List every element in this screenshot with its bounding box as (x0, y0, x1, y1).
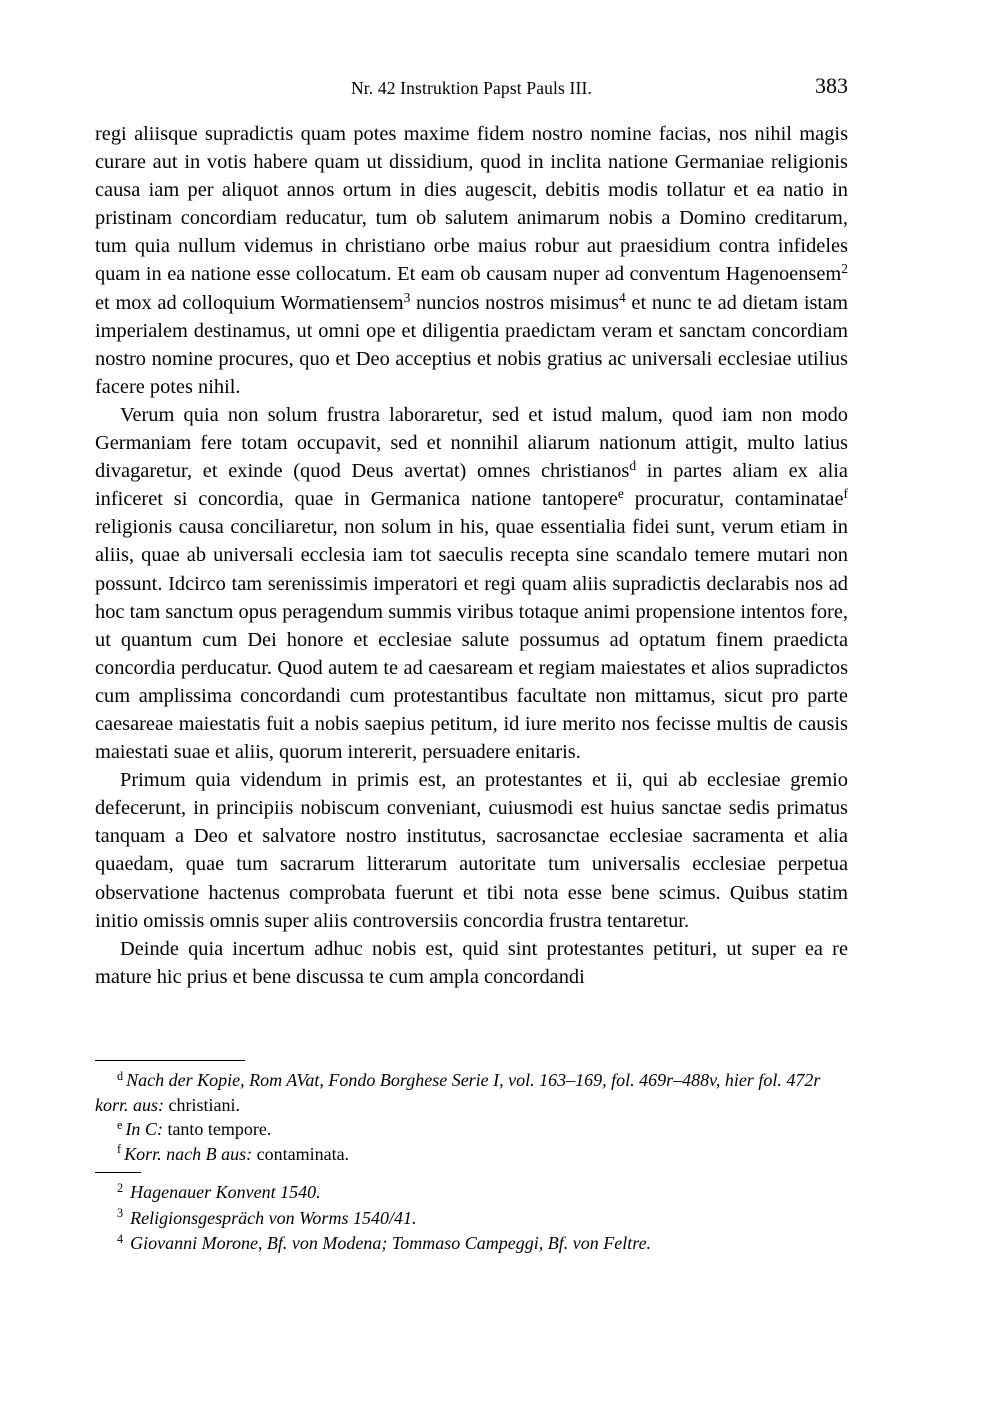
footnote-reference[interactable]: 4 (618, 289, 626, 305)
footnote-text: Giovanni Morone, Bf. von Modena; Tommaso Campeggi, Bf. von Feltre. (130, 1233, 652, 1253)
footnote-rule-numbered (95, 1172, 141, 1173)
paragraph: Verum quia non solum frustra laboraretur, sed et istud malum, quod iam non modo Germaniam fere totam occupavit, sed et nonnihil aliarum nationum attigit, multo latius divagaretur, et exinde (quod Deus avertat) omnes christianos$^d$ in partes aliam ex alia inficeret si concordia, quae in Germanica natione tantopere$^e$ procuratur, contaminatae$^f$ religionis causa conciliaretur, non solum in his, quae essentialia fidei sunt, verum etiam in aliis, quae ab universali ecclesia iam tot saeculis recepta sine scandalo temere mutari non possunt. Idcirco tam serenissimis imperatori et regi quam aliis supradictis declarabis nos ad hoc tam sanctum opus peragendum summis viribus totaque animi propensione intentos fore, ut quantum cum Dei honore et ecclesiae salute possumus ad optatum finem praedicta concordia perducatur. Quod autem te ad caesaream et regiam maiestates et alios supradictos cum amplissima concordandi cum protestantibus facultate non mittamus, sicut pro parte caesareae maiestatis fuit a nobis saepius petitum, id iure merito nos fecisse multis de causis maiestati suae et aliis, quorum intererit, persuadere enitaris. (95, 403, 849, 764)
footnote-marker: e (117, 1117, 123, 1132)
page-number: 383 (815, 73, 848, 98)
footnote-reference[interactable]: d (629, 458, 637, 474)
footnote-source: Nach der Kopie, Rom AVat, Fondo Borghese Serie I, vol. 163–169, fol. 469r–488v, hier fol. 472r korr. aus: (95, 1070, 821, 1115)
body-text (95, 120, 848, 991)
paragraph: regi aliisque supradictis quam potes maxime fidem nostro nomine facias, nos nihil magis curare aut in votis habere quam ut dissidium, quod in inclita natione Germaniae religionis causa iam per aliquot annos ortum in dies augescit, debitis modis tollatur et ea natio in pristinam concordiam reducatur, tum ob salutem animarum nobis a Domino creditarum, tum quia nullum videmus in christiano orbe maius robur aut praesidium contra infideles quam in ea natione esse collocatum. Et eam ob causam nuper ad conventum Hagenoensem$^2$ et mox ad colloquium Wormatiensem$^3$ nuncios nostros misimus$^4$ et nunc te ad dietam istam imperialem destinamus, ut omni ope et diligentia praedictam veram et sanctam concordiam nostro nomine procures, quo et Deo acceptius et nobis gratius ac universali ecclesiae utilius facere potes nihil. (95, 123, 848, 398)
footnote-source: In C: (125, 1119, 163, 1139)
footnote-marker: 3 (117, 1206, 124, 1221)
running-head-title: Nr. 42 Instruktion Papst Pauls III. (350, 78, 592, 98)
footnotes-apparatus (95, 1060, 848, 1166)
footnotes-numbered (95, 1172, 848, 1257)
running-head (95, 73, 848, 104)
footnote-reference[interactable]: 2 (841, 261, 848, 277)
footnote-marker: f (117, 1142, 122, 1157)
footnote-lemma: contaminata. (256, 1143, 350, 1164)
numbered-footnote (95, 1180, 848, 1206)
footnote-text: Religionsgespräch von Worms 1540/41. (130, 1207, 417, 1228)
numbered-footnote (95, 1206, 848, 1232)
apparatus-footnote (95, 1117, 848, 1142)
footnote-rule-apparatus (95, 1060, 245, 1061)
paragraph: Deinde quia incertum adhuc nobis est, quid sint protestantes petituri, ut super ea re mature hic prius et bene discussa te cum ampla concordandi (95, 937, 848, 988)
footnote-text: Hagenauer Konvent 1540. (130, 1182, 321, 1202)
footnote-lemma: christiani. (168, 1094, 240, 1115)
paragraph: Primum quia videndum in primis est, an protestantes et ii, qui ab ecclesiae gremio defecerunt, in principiis nobiscum conveniant, cuiusmodi est huius sanctae sedis primatus tanquam a Deo et salvatore nostro institutus, sacrosanctae ecclesiae sacramenta et alia quaedam, quae tum sacrarum litterarum autoritate tum universalis ecclesiae perpetua observatione hactenus comprobata fuerunt et tibi nota esse bene scimus. Quibus statim initio omissis omnis super aliis controversiis concordia frustra tentaretur. (95, 769, 848, 932)
footnote-source: Korr. nach B aus: (124, 1143, 253, 1164)
footnote-marker: 4 (117, 1231, 124, 1246)
footnote-lemma: tanto tempore. (167, 1119, 272, 1139)
footnote-reference[interactable]: 3 (403, 289, 411, 305)
footnote-marker: 2 (117, 1180, 124, 1195)
footnote-reference[interactable]: f (843, 486, 849, 502)
apparatus-footnote (95, 1068, 848, 1117)
footnote-reference[interactable]: e (617, 486, 624, 502)
apparatus-footnote (95, 1142, 848, 1167)
footnote-marker: d (117, 1068, 124, 1083)
numbered-footnote (95, 1231, 848, 1257)
